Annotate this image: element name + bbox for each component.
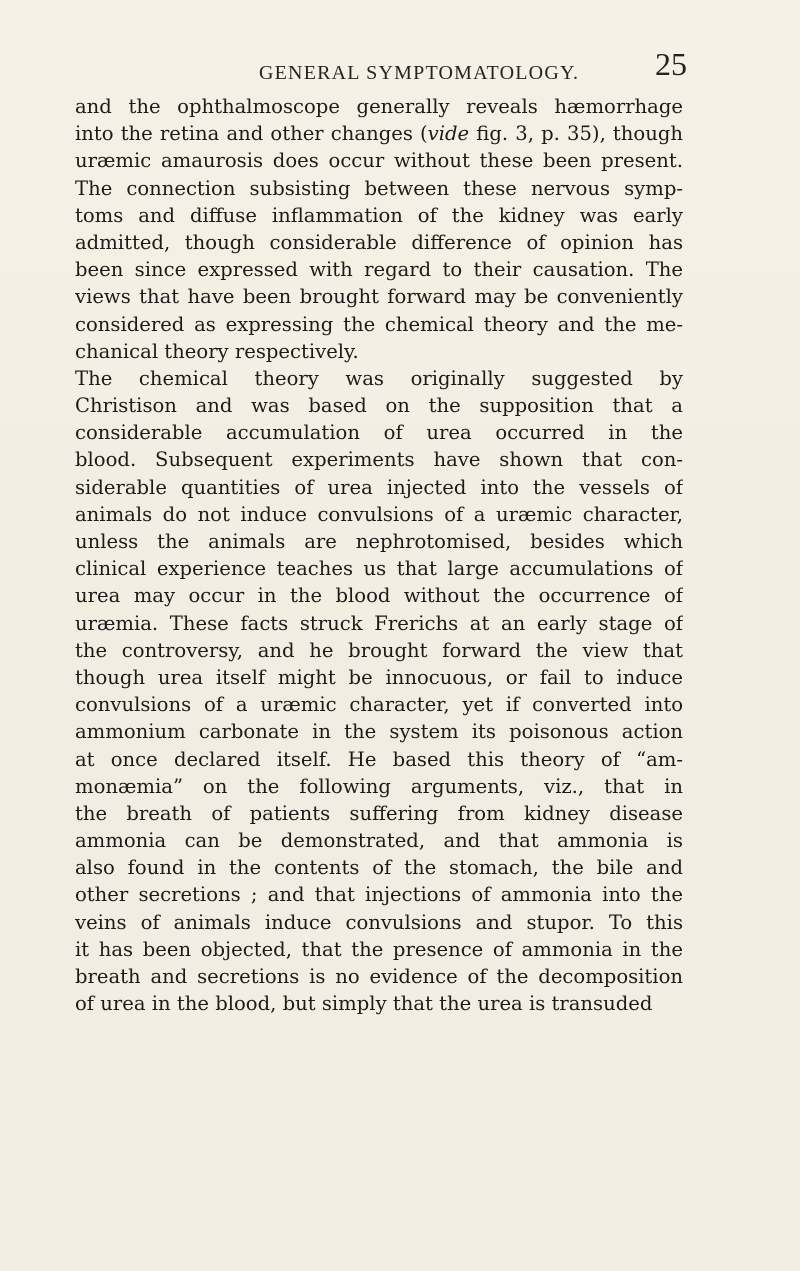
text-line: convulsions of a uræmic character, yet if converted into bbox=[75, 693, 683, 717]
text-line: of urea in the blood, but simply that the urea is transuded bbox=[75, 992, 653, 1016]
text-line: uræmic amaurosis does occur without these been present. bbox=[75, 149, 683, 173]
text-line: chanical theory respectively. bbox=[75, 339, 359, 363]
running-title: GENERAL SYMPTOMATOLOGY. bbox=[259, 62, 580, 84]
text-line: Christison and was based on the supposition that a bbox=[75, 394, 683, 418]
text-line: the breath of patients suffering from kidney disease bbox=[75, 801, 683, 825]
text-line: unless the animals are nephrotomised, besides which bbox=[75, 530, 683, 553]
text-line: admitted, though considerable difference of opinion has bbox=[75, 230, 683, 254]
text-line: other secretions ; and that injections of ammonia into the bbox=[75, 883, 683, 907]
text-line: clinical experience teaches us that large accumulations of bbox=[75, 557, 683, 581]
page-number: 25 bbox=[655, 46, 687, 82]
text-line: blood. Subsequent experiments have shown that con- bbox=[75, 448, 683, 472]
text-line: considered as expressing the chemical theory and the me- bbox=[75, 312, 683, 336]
text-line: ammonia can be demonstrated, and that ammonia is bbox=[75, 829, 683, 853]
text-line: considerable accumulation of urea occurred in the bbox=[75, 421, 683, 445]
text-line: veins of animals induce convulsions and stupor. To this bbox=[75, 910, 683, 934]
text-line: breath and secretions is no evidence of the decomposition bbox=[75, 965, 683, 988]
text-line: ammonium carbonate in the system its poisonous action bbox=[75, 720, 683, 744]
text-line: uræmia. These facts struck Frerichs at an early stage of bbox=[75, 611, 683, 635]
text-line: been since expressed with regard to their causation. The bbox=[75, 258, 683, 282]
running-head bbox=[0, 46, 800, 88]
text-line: at once declared itself. He based this theory of “am- bbox=[75, 747, 683, 771]
text-line: the controversy, and he brought forward the view that bbox=[75, 638, 683, 662]
text-line: animals do not induce convulsions of a uræmic character, bbox=[75, 502, 683, 526]
text-line: though urea itself might be innocuous, or fail to induce bbox=[75, 665, 683, 689]
body-text bbox=[75, 93, 683, 1017]
text-line: and the ophthalmoscope generally reveals hæmorrhage bbox=[75, 95, 683, 118]
text-line: also found in the contents of the stomach, the bile and bbox=[75, 856, 683, 880]
text-line: urea may occur in the blood without the occurrence of bbox=[75, 584, 683, 608]
text-line: The connection subsisting between these nervous symp- bbox=[75, 176, 683, 200]
text-line: The chemical theory was originally suggested by bbox=[75, 366, 683, 390]
text-line: it has been objected, that the presence of ammonia in the bbox=[75, 937, 683, 961]
text-line: views that have been brought forward may be conveniently bbox=[75, 285, 683, 309]
text-line: monæmia” on the following arguments, viz., that in bbox=[75, 774, 683, 798]
italic-word: vide bbox=[427, 122, 470, 146]
text-line: into the retina and other changes (vide fig. 3, p. 35), though bbox=[75, 122, 683, 146]
text-line: siderable quantities of urea injected into the vessels of bbox=[75, 475, 683, 499]
text-line: toms and diffuse inflammation of the kidney was early bbox=[75, 203, 683, 227]
